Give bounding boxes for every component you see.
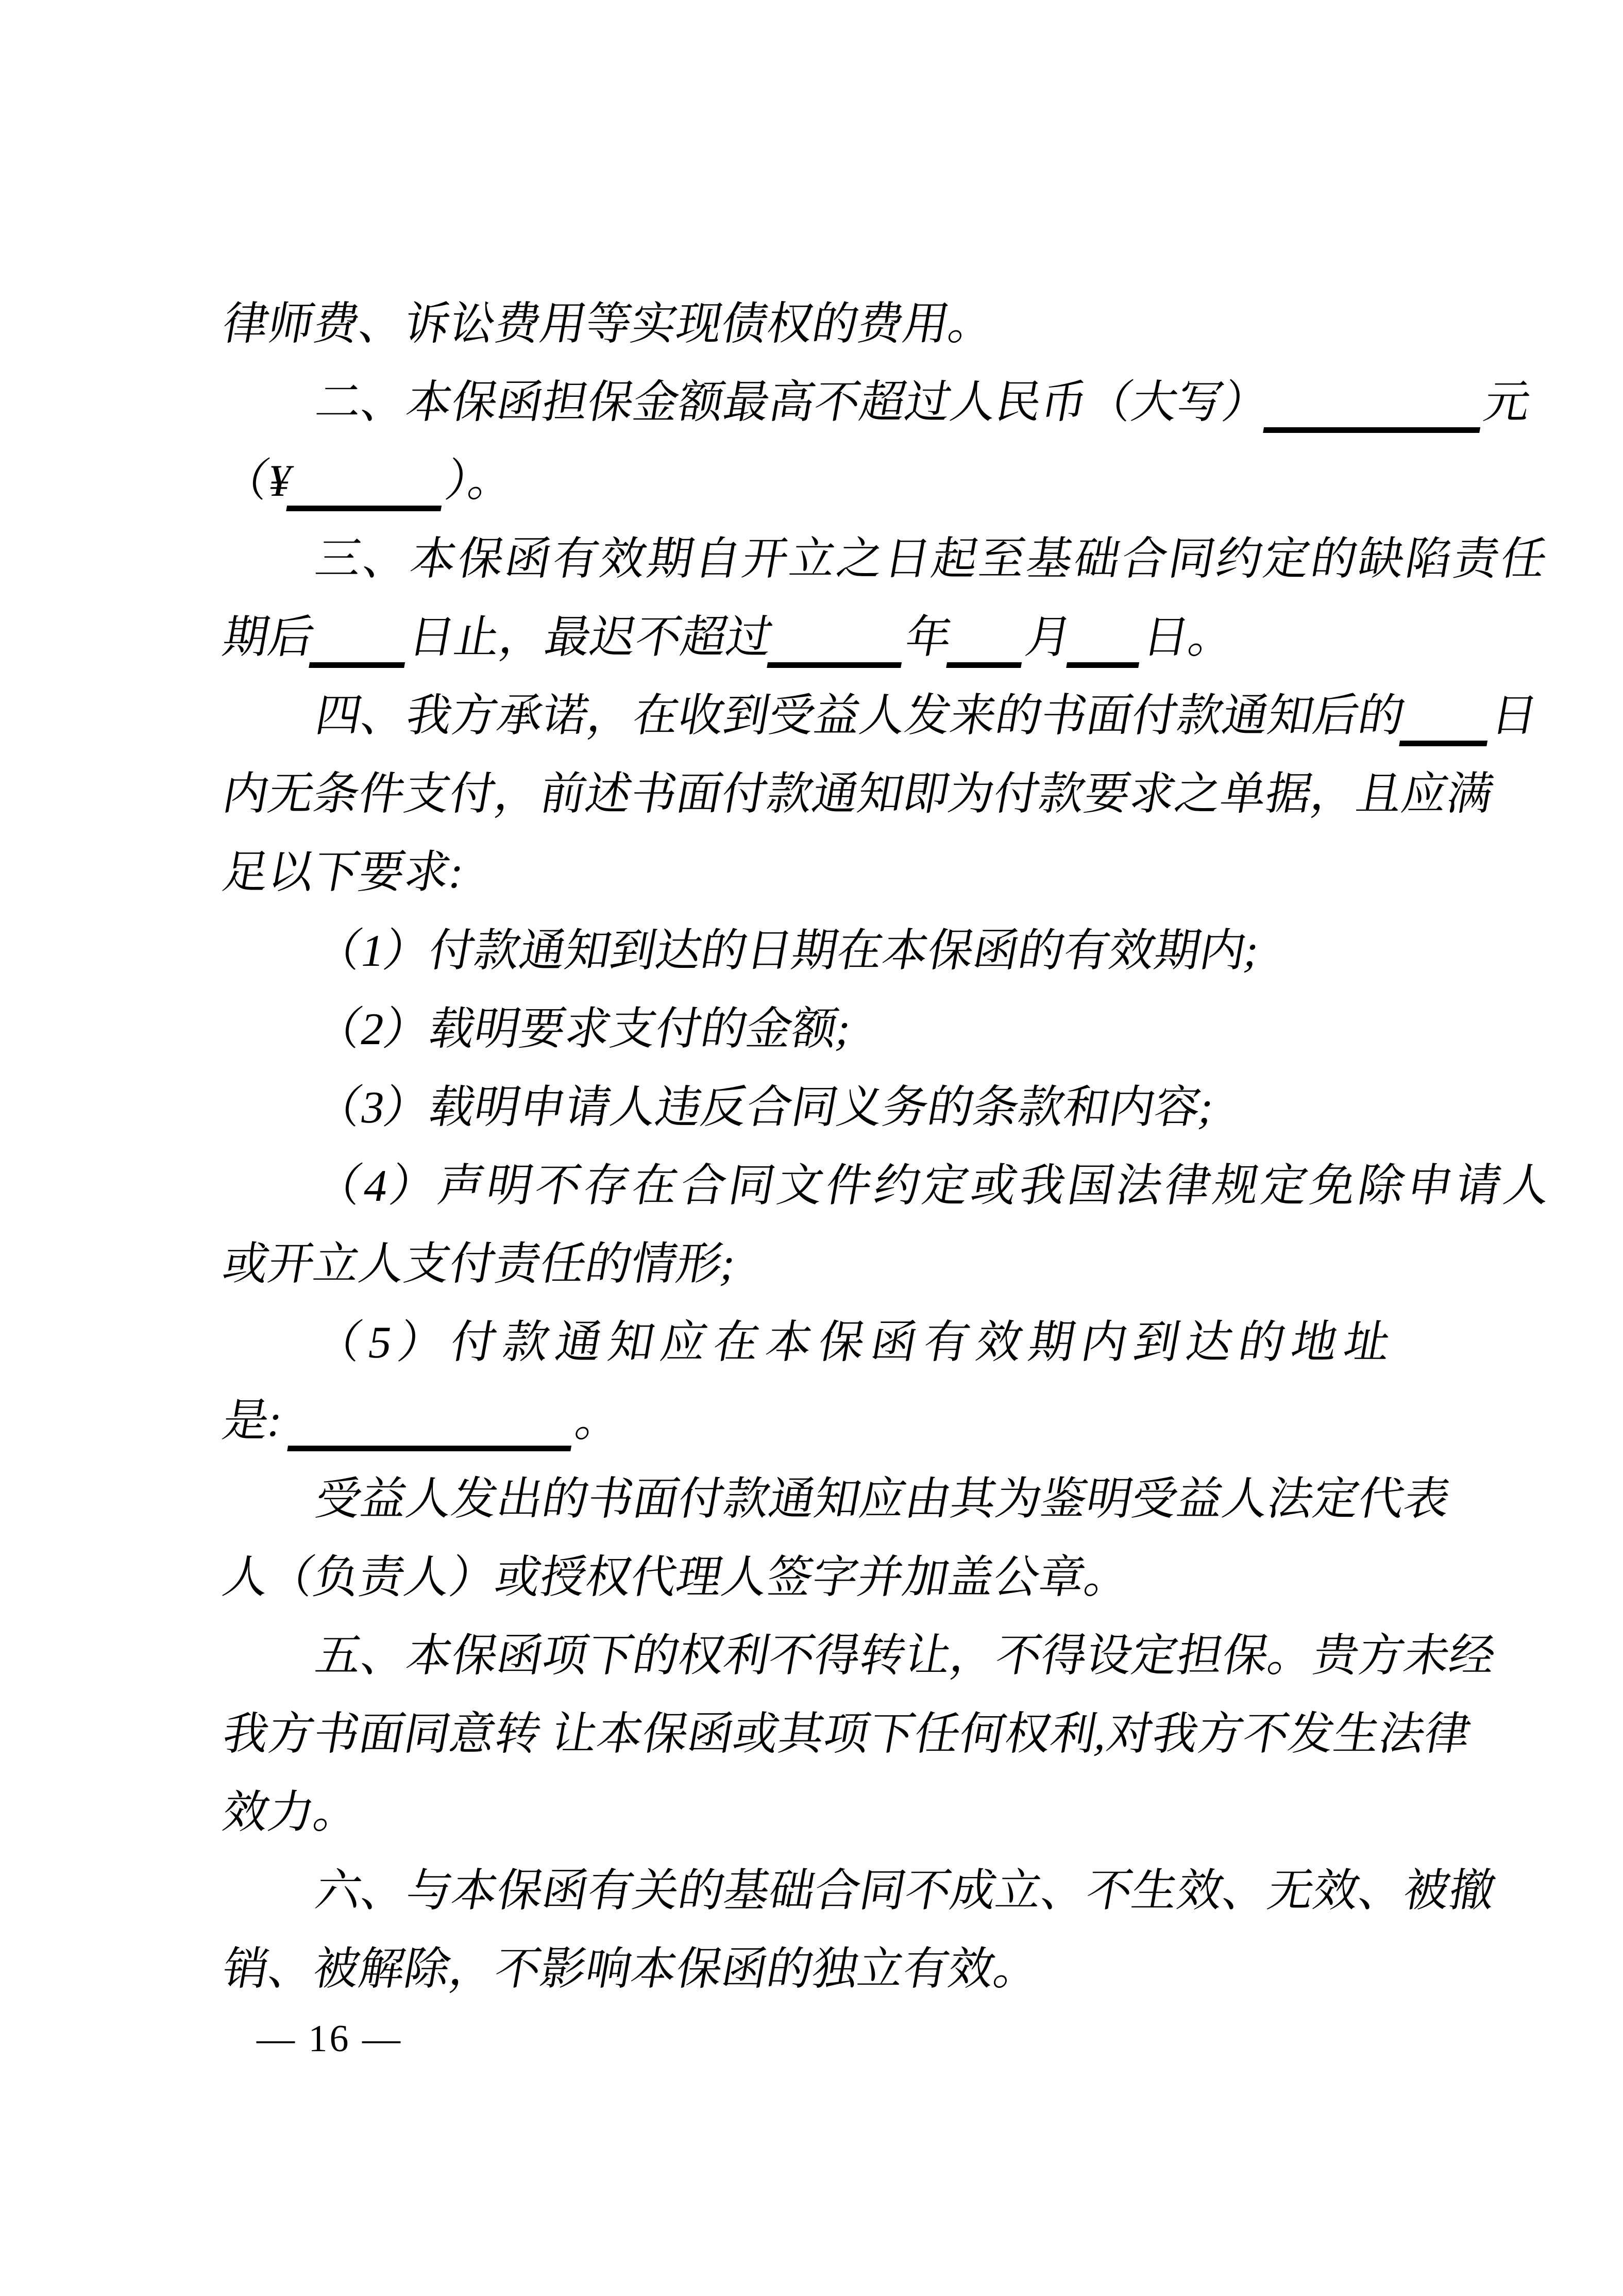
blank-field	[309, 636, 410, 668]
text-line	[216, 1147, 1558, 1226]
text-segment: 是:	[218, 1396, 297, 1446]
text-segment: 我方书面同意转 让本保函或其项下任何权利,对我方不发生法律	[218, 1710, 1475, 1759]
text-segment: （5）付款通知应在本保函有效期内到达的地址	[311, 1318, 1402, 1368]
text-segment: 日。	[1139, 613, 1239, 663]
text-line	[216, 1382, 1477, 1461]
text-segment: 销、被解除，不影响本保函的独立有效。	[218, 1945, 1044, 1995]
text-segment: 年	[901, 613, 956, 663]
text-line	[216, 1304, 1477, 1382]
text-line	[216, 1226, 1477, 1304]
text-line	[216, 1774, 1477, 1852]
text-segment: 四、我方承诺，在收到受益人发来的书面付款通知后的	[311, 691, 1409, 741]
text-line	[216, 912, 1477, 991]
text-segment: 元	[1480, 378, 1535, 428]
blank-field	[1263, 401, 1485, 433]
text-segment: （3）载明申请人违反合同义务的条款和内容;	[311, 1083, 1218, 1133]
blank-field	[1066, 636, 1144, 668]
text-line	[216, 1852, 1500, 1931]
blank-field	[1399, 714, 1492, 746]
text-segment: 内无条件支付，前述书面付款通知即为付款要求之单据，且应满	[218, 769, 1498, 819]
text-segment: （4）声明不存在合同文件约定或我国法律规定免除申请人	[311, 1161, 1558, 1211]
text-line	[216, 521, 1553, 599]
text-line	[216, 1696, 1477, 1774]
document-body	[216, 286, 1558, 2009]
text-line	[216, 1617, 1500, 1696]
text-segment: 三、本保函有效期自开立之日起至基础合同约定的缺陷责任	[311, 534, 1553, 584]
text-segment: 效力。	[218, 1788, 364, 1838]
text-segment: 二、本保函担保金额最高不超过人民币（大写）	[311, 378, 1273, 428]
text-segment: （2）载明要求支付的金额;	[311, 1004, 855, 1054]
text-segment: （1）付款通知到达的日期在本保函的有效期内;	[311, 926, 1263, 976]
text-line	[216, 364, 1535, 442]
text-line	[216, 286, 1477, 364]
text-segment: 五、本保函项下的权利不得转让，不得设定担保。贵方未经	[311, 1631, 1500, 1681]
text-line	[216, 756, 1498, 834]
text-segment: 或开立人支付责任的情形;	[218, 1239, 739, 1289]
text-line	[216, 834, 1477, 912]
blank-field	[288, 1419, 577, 1451]
text-line	[216, 1931, 1477, 2009]
text-line	[216, 677, 1542, 756]
text-line	[216, 599, 1477, 677]
blank-field	[767, 636, 906, 668]
text-segment: 日	[1487, 691, 1542, 741]
text-segment: 期后	[218, 613, 319, 663]
text-segment: 足以下要求:	[218, 848, 467, 898]
text-segment: 日止，最迟不超过	[404, 613, 777, 663]
text-line	[216, 991, 1477, 1069]
text-segment: 六、与本保函有关的基础合同不成立、不生效、无效、被撤	[311, 1866, 1500, 1916]
text-line	[216, 1069, 1477, 1147]
text-segment: 月	[1021, 613, 1076, 663]
text-line	[216, 1461, 1477, 1539]
blank-field	[286, 479, 446, 511]
page-number: — 16 —	[257, 2018, 402, 2060]
text-line	[216, 442, 1477, 521]
text-segment: （¥	[218, 456, 296, 506]
text-segment: 受益人发出的书面付款通知应由其为鉴明受益人法定代表	[311, 1474, 1455, 1524]
text-line	[216, 1539, 1477, 1617]
text-segment: 律师费、诉讼费用等实现债权的费用。	[218, 299, 999, 349]
text-segment: 人（负责人）或授权代理人签字并加盖公章。	[218, 1553, 1135, 1603]
text-segment: ）。	[441, 456, 519, 506]
blank-field	[946, 636, 1026, 668]
text-segment: 。	[571, 1396, 626, 1446]
